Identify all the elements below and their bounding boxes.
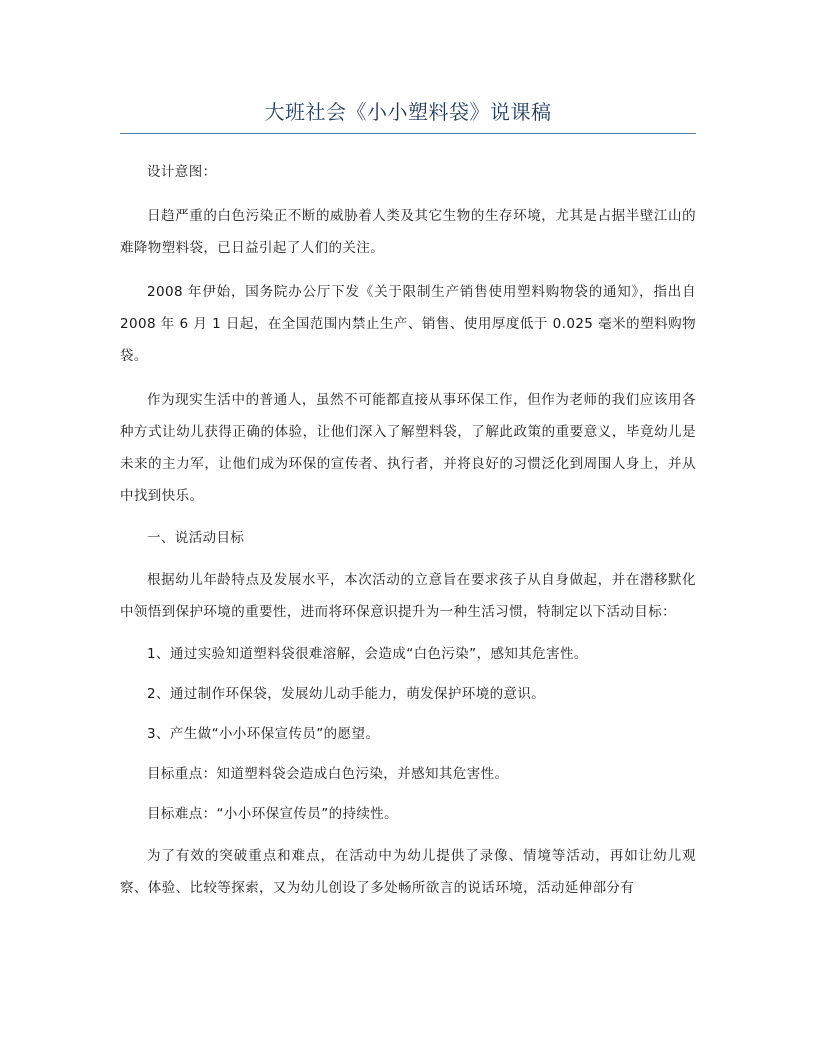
document-body bbox=[120, 156, 696, 904]
section-heading-goals: 一、说活动目标 bbox=[147, 530, 245, 546]
paragraph-teacher-role: 作为现实生活中的普通人，虽然不可能都直接从事环保工作，但作为老师的我们应该用各种方式让幼儿获得正确的体验，让他们深入了解塑料袋，了解此政策的重要意义，毕竟幼儿是未来的主力军，让他们成为环保的宣传者、执行者，并将良好的习惯泛化到周围人身上，并从中找到快乐。 bbox=[120, 392, 696, 504]
goal-item-1: 1、通过实验知道塑料袋很难溶解，会造成“白色污染”，感知其危害性。 bbox=[147, 646, 588, 662]
title-underline bbox=[120, 133, 696, 134]
goal-difficulty: 目标难点：“小小环保宣传员”的持续性。 bbox=[147, 806, 399, 822]
document-title: 大班社会《小小塑料袋》说课稿 bbox=[264, 100, 552, 124]
goal-item-2: 2、通过制作环保袋，发展幼儿动手能力，萌发保护环境的意识。 bbox=[147, 686, 546, 702]
paragraph-white-pollution: 日趋严重的白色污染正不断的威胁着人类及其它生物的生存环境，尤其是占据半壁江山的难降物塑料袋，已日益引起了人们的关注。 bbox=[120, 208, 696, 256]
goal-key-point: 目标重点：知道塑料袋会造成白色污染，并感知其危害性。 bbox=[147, 766, 509, 782]
paragraph-goals-intro: 根据幼儿年龄特点及发展水平，本次活动的立意旨在要求孩子从自身做起，并在潜移默化中领悟到保护环境的重要性，进而将环保意识提升为一种生活习惯，特制定以下活动目标： bbox=[120, 572, 696, 620]
goal-item-3: 3、产生做“小小环保宣传员”的愿望。 bbox=[147, 726, 380, 742]
paragraph-breakthrough: 为了有效的突破重点和难点，在活动中为幼儿提供了录像、情境等活动，再如让幼儿观察、体验、比较等探索，又为幼儿创设了多处畅所欲言的说话环境，活动延伸部分有 bbox=[120, 848, 696, 896]
paragraph-design-intent-heading: 设计意图： bbox=[147, 164, 217, 180]
paragraph-policy-notice: 2008 年伊始，国务院办公厅下发《关于限制生产销售使用塑料购物袋的通知》，指出自 2008 年 6 月 1 日起，在全国范围内禁止生产、销售、使用厚度低于 0.025 毫米的塑料购物袋。 bbox=[120, 284, 696, 364]
